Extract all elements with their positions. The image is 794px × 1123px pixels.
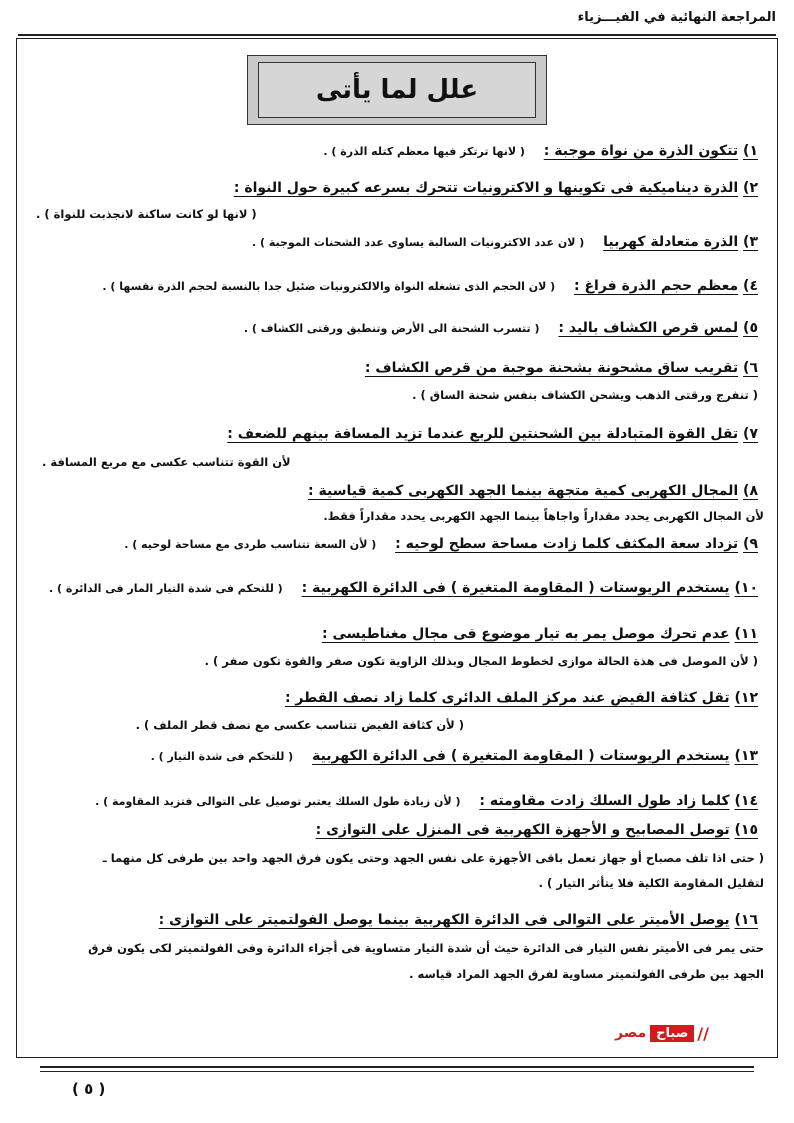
question-text: يستخدم الريوستات ( المقاومة المتغيرة ) فى الدائرة الكهربية :	[301, 580, 730, 596]
answer-text: ( لأن السعة تتناسب طردى مع مساحة لوحيه ) .	[124, 538, 377, 551]
question-5	[244, 320, 758, 336]
question-7	[227, 426, 758, 442]
footer-divider	[40, 1066, 754, 1068]
question-11	[322, 626, 758, 642]
answer-7: لأن القوة تتناسب عكسى مع مربع المسافة .	[42, 455, 291, 469]
question-4	[102, 278, 758, 294]
answer-text: ( للتحكم فى شدة التيار المار فى الدائرة ) .	[49, 582, 283, 595]
page-title: علل لما يأتى	[258, 62, 536, 118]
question-text: تقل القوة المتبادلة بين الشحنتين للربع عندما تزيد المسافة بينهم للضعف :	[227, 426, 739, 442]
answer-2: ( لانها لو كانت ساكنة لانجذبت للنواة ) .	[36, 207, 257, 221]
question-16	[159, 912, 758, 928]
answer-text: ( تتسرب الشحنة الى الأرض وتنطبق ورقتى الكشاف ) .	[243, 322, 540, 335]
question-15	[316, 822, 758, 838]
question-number: ٦)	[743, 360, 758, 376]
question-number: ١٣)	[734, 748, 758, 764]
answer-16-line2: الجهد بين طرفى الفولتميتر مساوية لفرق الجهد المراد قياسه .	[409, 967, 764, 981]
watermark-logo	[615, 1022, 743, 1044]
question-text: يستخدم الريوستات ( المقاومة المتغيرة ) فى الدائرة الكهربية	[312, 748, 730, 764]
answer-text: ( لانها ترتكز فيها معظم كتله الذرة ) .	[323, 145, 525, 158]
question-number: ١٦)	[734, 912, 758, 928]
question-9	[124, 536, 758, 552]
question-number: ١٠)	[734, 580, 758, 596]
question-text: الذرة متعادلة كهربيا	[603, 234, 739, 250]
answer-11: ( لأن الموصل فى هذة الحالة موازى لخطوط المجال وبذلك الزاوية تكون صفر والقوة تكون صفر ) .	[204, 654, 758, 668]
answer-6: ( تنفرج ورقتى الذهب ويشحن الكشاف بنفس شحنة الساق ) .	[412, 388, 758, 402]
question-2	[234, 180, 758, 196]
title-box	[247, 55, 547, 125]
question-3	[252, 234, 758, 250]
question-number: ١١)	[734, 626, 758, 642]
answer-12: ( لأن كثافة الفيض تتناسب عكسى مع نصف قطر الملف ) .	[135, 718, 464, 732]
answer-text: ( للتحكم فى شدة التيار ) .	[150, 750, 294, 763]
question-8	[308, 483, 758, 499]
question-number: ١٢)	[734, 690, 758, 706]
watermark-left-word: مصر	[615, 1025, 647, 1041]
page-number: ( ٥ )	[72, 1080, 106, 1098]
footer-divider-thin	[40, 1071, 754, 1072]
question-number: ٢)	[743, 180, 758, 196]
question-1	[323, 143, 758, 159]
answer-15-line1: ( حتى اذا تلف مصباح أو جهاز تعمل باقى الأجهزة على نفس الجهد وحتى يكون فرق الجهد واحد بين طرفى كل منهما ـ	[102, 851, 764, 865]
question-text: توصل المصابيح و الأجهزة الكهربية فى المنزل على التوازى :	[315, 822, 730, 838]
question-10	[49, 580, 758, 596]
question-text: تزداد سعة المكثف كلما زادت مساحة سطح لوحيه :	[395, 536, 739, 552]
question-12	[285, 690, 758, 706]
answer-text: ( لان الحجم الذى تشغله النواة والالكترونيات ضئيل جدا بالنسبة لحجم الذرة نفسها ) .	[102, 280, 556, 293]
answer-16-line1: حتى يمر فى الأميتر نفس التيار فى الدائرة حيث أن شدة التيار متساوية فى أجزاء الدائرة وفى الفولتميتر لكى يكون فرق	[88, 941, 764, 955]
question-text: تقل كثافة الفيض عند مركز الملف الدائرى كلما زاد نصف القطر :	[284, 690, 730, 706]
question-text: المجال الكهربى كمية متجهة بينما الجهد الكهربى كمية قياسية :	[308, 483, 739, 499]
question-text: عدم تحرك موصل يمر به تيار موضوع فى مجال مغناطيسى :	[321, 626, 730, 642]
question-text: تقريب ساق مشحونة بشحنة موجبة من قرص الكشاف :	[364, 360, 739, 376]
question-text: الذرة ديناميكية فى تكوينها و الاكترونيات تتحرك بسرعه كبيرة حول النواة :	[233, 180, 739, 196]
answer-text: ( لأن زيادة طول السلك يعتبر توصيل على التوالى فتزيد المقاومة ) .	[95, 795, 461, 808]
question-number: ١٤)	[734, 793, 758, 809]
answer-text: ( لان عدد الاكترونيات السالبة يساوى عدد الشحنات الموجبة ) .	[251, 236, 585, 249]
page-header	[18, 10, 776, 36]
question-13	[151, 748, 758, 764]
question-number: ١٥)	[734, 822, 758, 838]
question-number: ٣)	[743, 234, 758, 250]
question-number: ١)	[743, 143, 758, 159]
logo-bars-icon: //	[697, 1023, 709, 1043]
question-number: ٧)	[743, 426, 758, 442]
answer-15-line2: لتقليل المقاومة الكلية فلا يتأثر التيار ) .	[538, 876, 764, 890]
question-14	[95, 793, 758, 809]
question-text: لمس قرص الكشاف باليد :	[558, 320, 739, 336]
answer-8: لأن المجال الكهربى يحدد مقداراً واجاهاً بينما الجهد الكهربى يحدد مقداراً فقط.	[323, 509, 764, 523]
question-text: تتكون الذرة من نواة موجبة :	[543, 143, 739, 159]
question-number: ٤)	[743, 278, 758, 294]
question-text: كلما زاد طول السلك زادت مقاومته :	[479, 793, 730, 809]
question-text: يوصل الأميتر على التوالى فى الدائرة الكهربية بينما يوصل الفولتميتر على التوازى :	[158, 912, 730, 928]
question-text: معظم حجم الذرة فراغ :	[574, 278, 739, 294]
question-number: ٩)	[743, 536, 758, 552]
watermark-right-word: صباح	[650, 1025, 694, 1042]
question-number: ٨)	[743, 483, 758, 499]
header-subject: المراجعة النهائية في الفيـــزياء	[577, 10, 776, 25]
question-6	[365, 360, 758, 376]
question-number: ٥)	[743, 320, 758, 336]
